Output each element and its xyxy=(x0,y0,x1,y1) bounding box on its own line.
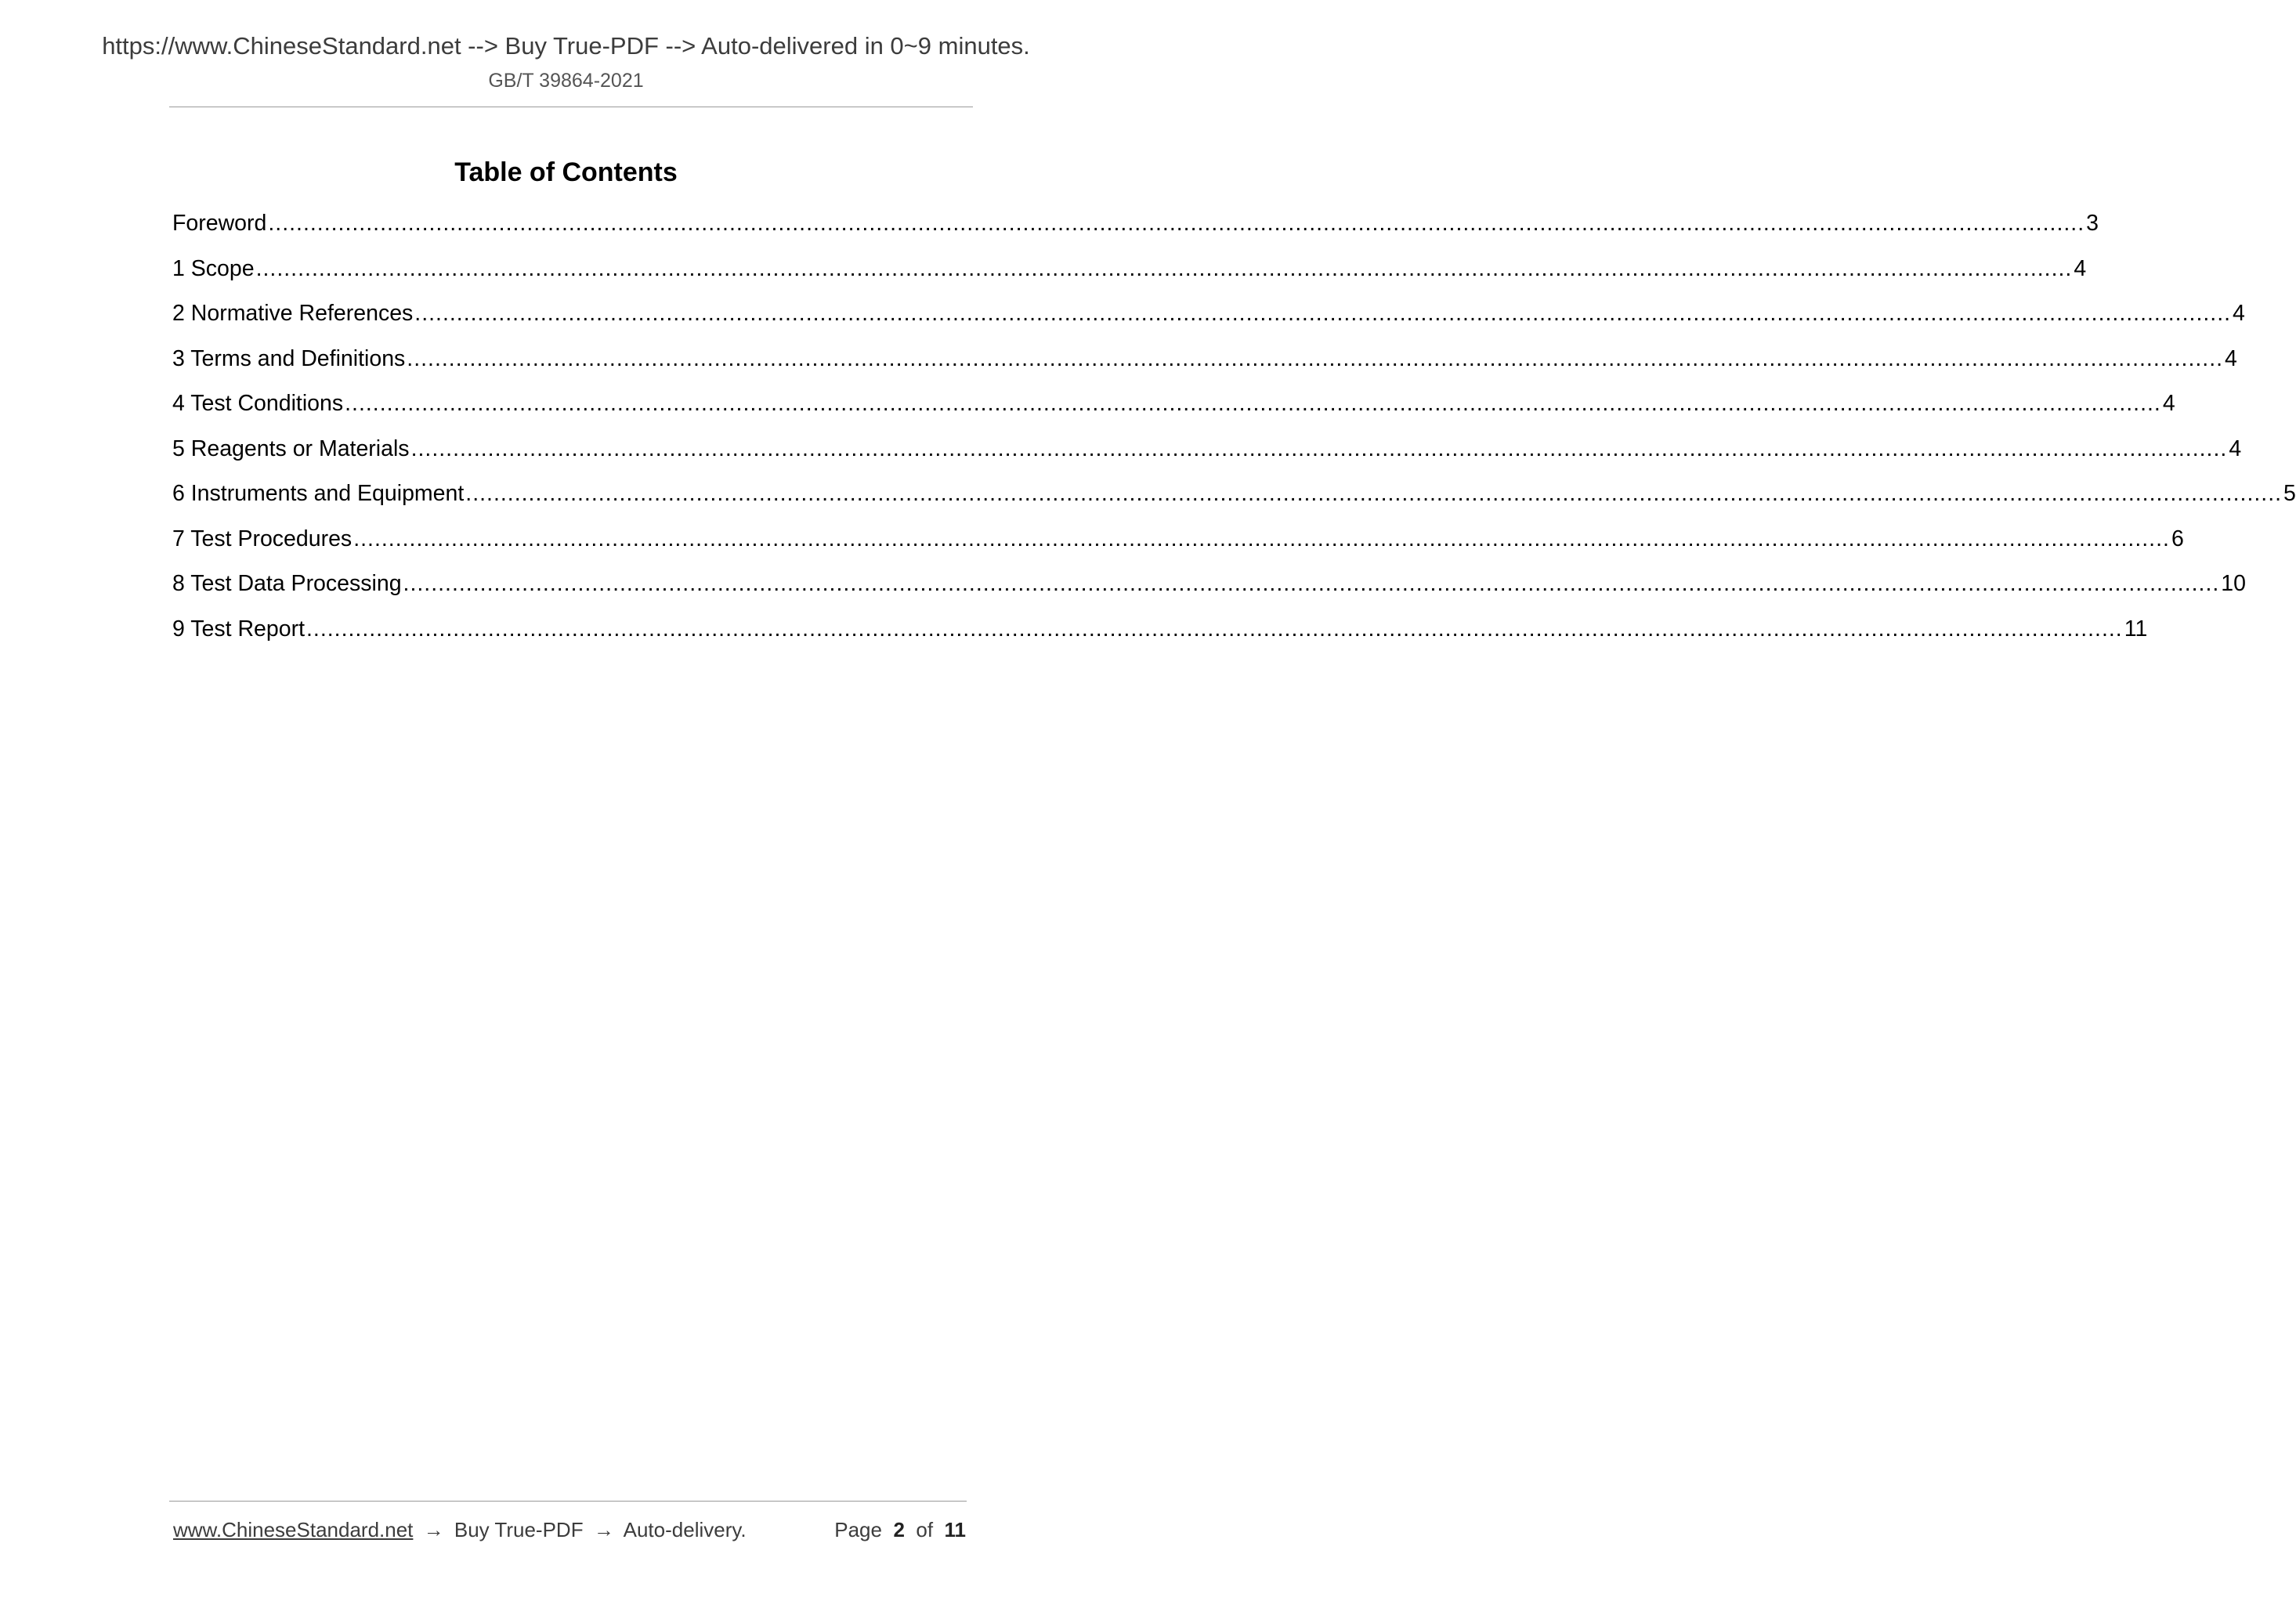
toc-entry-page: 3 xyxy=(2086,211,2099,236)
page-indicator xyxy=(834,1518,966,1542)
toc-leader-dots: .................................................................................................................................................................................................................................................................... xyxy=(306,616,2123,641)
toc-entry-terms-definitions[interactable] xyxy=(172,345,2237,391)
arrow-right-icon: → xyxy=(423,1518,444,1541)
toc-entry-page: 6 xyxy=(2171,526,2184,551)
total-pages-number: 11 xyxy=(944,1518,966,1541)
toc-entry-page: 4 xyxy=(2229,435,2242,461)
toc-entry-label: 1 Scope xyxy=(172,255,255,281)
toc-leader-dots: .................................................................................................................................................................................................................................................................... xyxy=(465,481,2283,506)
toc-entry-page: 5 xyxy=(2283,481,2296,506)
toc-entry-test-report[interactable] xyxy=(172,616,2148,661)
footer-divider xyxy=(169,1501,967,1502)
toc-entry-reagents-materials[interactable] xyxy=(172,435,2242,481)
table-of-contents xyxy=(172,210,2296,660)
toc-entry-page: 4 xyxy=(2225,345,2237,371)
toc-leader-dots: .................................................................................................................................................................................................................................................................... xyxy=(414,301,2232,326)
toc-entry-normative-references[interactable] xyxy=(172,300,2245,345)
standard-code: GB/T 39864-2021 xyxy=(488,70,644,92)
toc-leader-dots: .................................................................................................................................................................................................................................................................... xyxy=(345,391,2161,416)
toc-entry-page: 4 xyxy=(2074,255,2087,281)
toc-entry-label: 9 Test Report xyxy=(172,616,305,641)
toc-leader-dots: .................................................................................................................................................................................................................................................................... xyxy=(403,571,2220,596)
toc-leader-dots: .................................................................................................................................................................................................................................................................... xyxy=(407,345,2224,371)
arrow-right-icon: → xyxy=(593,1518,614,1541)
toc-title: Table of Contents xyxy=(454,157,678,187)
toc-entry-test-procedures[interactable] xyxy=(172,526,2184,571)
footer-promo xyxy=(173,1518,747,1542)
footer-delivery-text: Auto-delivery. xyxy=(623,1518,747,1541)
toc-leader-dots: .................................................................................................................................................................................................................................................................... xyxy=(255,255,2073,281)
of-word: of xyxy=(916,1518,934,1541)
toc-entry-page: 11 xyxy=(2124,616,2148,641)
toc-entry-label: 3 Terms and Definitions xyxy=(172,345,406,371)
top-banner-text: https://www.ChineseStandard.net --> Buy True-PDF --> Auto-delivered in 0~9 minutes. xyxy=(102,32,1030,60)
toc-entry-label: 7 Test Procedures xyxy=(172,526,353,551)
toc-entry-label: 4 Test Conditions xyxy=(172,391,344,416)
toc-entry-test-data-processing[interactable] xyxy=(172,570,2246,616)
toc-leader-dots: .................................................................................................................................................................................................................................................................... xyxy=(353,526,2170,551)
toc-entry-page: 10 xyxy=(2221,571,2246,596)
toc-entry-label: 8 Test Data Processing xyxy=(172,571,402,596)
toc-leader-dots: .................................................................................................................................................................................................................................................................... xyxy=(410,435,2228,461)
toc-entry-test-conditions[interactable] xyxy=(172,390,2175,435)
toc-entry-label: 2 Normative References xyxy=(172,301,414,326)
footer-buy-text: Buy True-PDF xyxy=(454,1518,584,1541)
current-page-number: 2 xyxy=(893,1518,905,1541)
toc-entry-label: Foreword xyxy=(172,211,267,236)
toc-entry-scope[interactable] xyxy=(172,255,2087,301)
page-word: Page xyxy=(834,1518,882,1541)
toc-leader-dots: .................................................................................................................................................................................................................................................................... xyxy=(268,211,2085,236)
footer-site-link[interactable]: www.ChineseStandard.net xyxy=(173,1518,414,1541)
toc-entry-page: 4 xyxy=(2162,391,2175,416)
toc-entry-label: 5 Reagents or Materials xyxy=(172,435,410,461)
toc-entry-instruments-equipment[interactable] xyxy=(172,480,2296,526)
toc-entry-page: 4 xyxy=(2233,301,2245,326)
toc-entry-label: 6 Instruments and Equipment xyxy=(172,481,465,506)
toc-entry-foreword[interactable] xyxy=(172,210,2099,255)
